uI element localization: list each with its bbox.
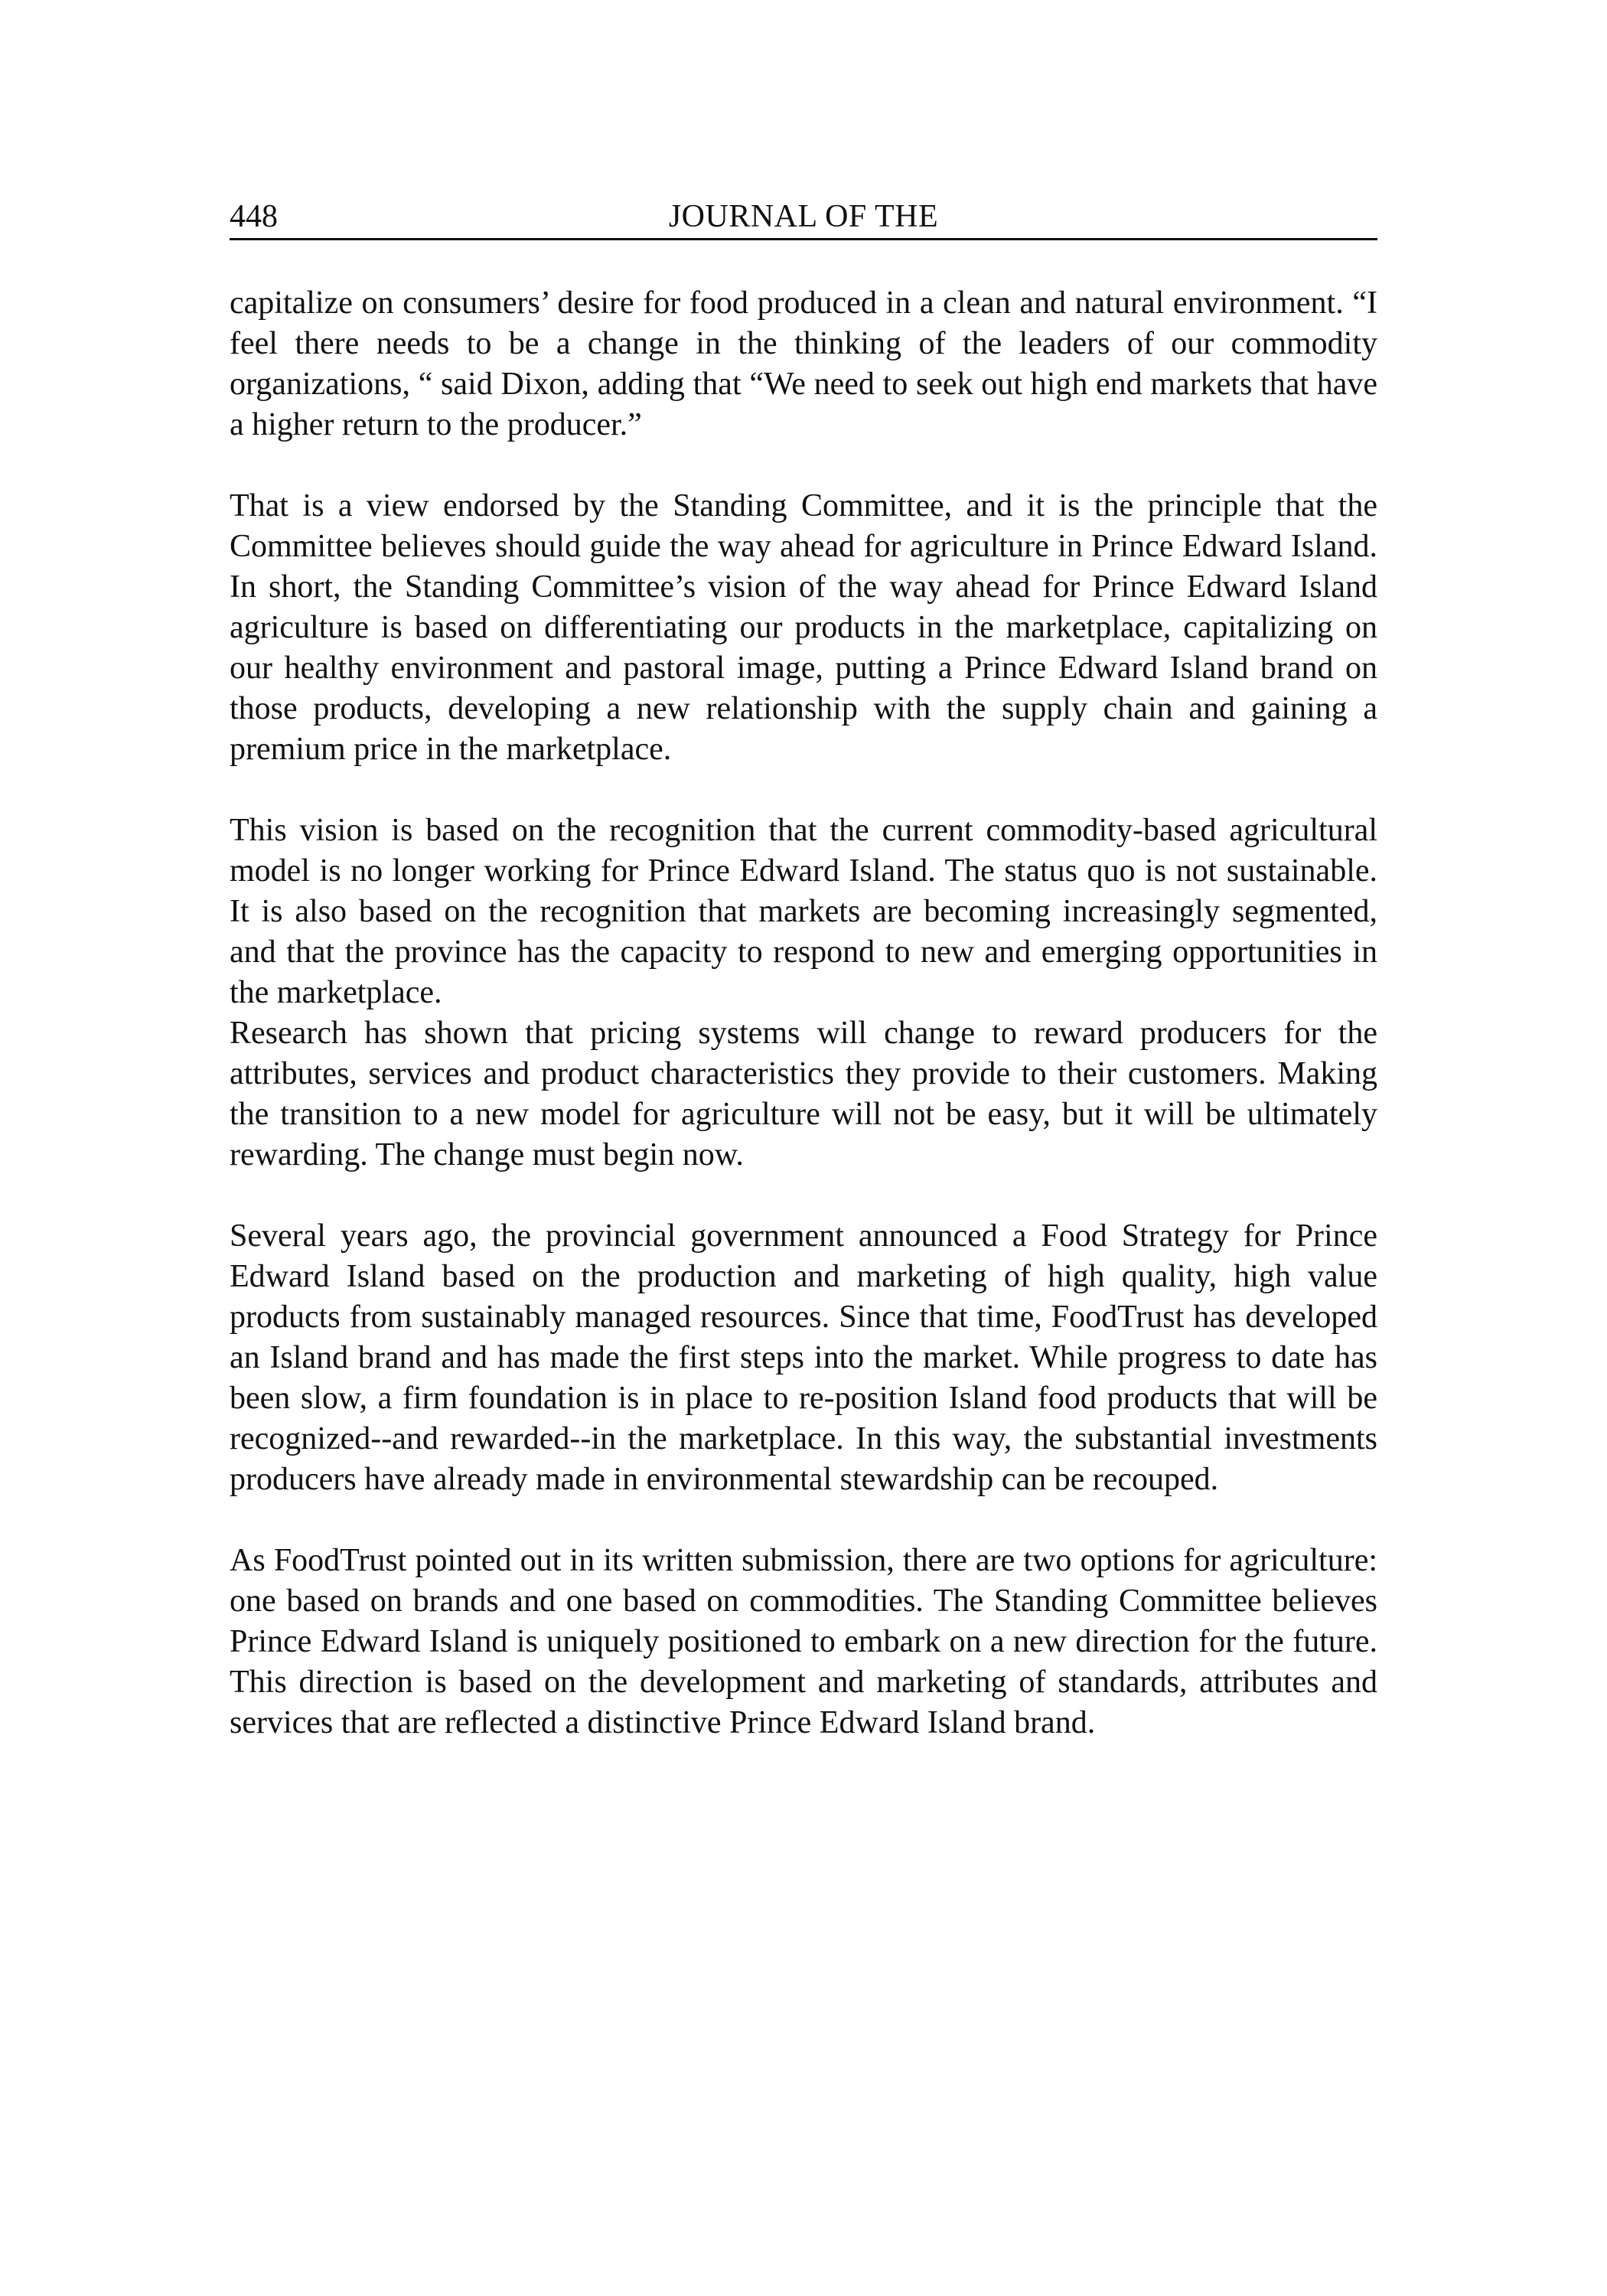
page-header <box>230 195 1377 240</box>
paragraph-5: Several years ago, the provincial government announced a Food Strategy for Prince Edward Island based on the production and marketing of high quality, high value products from sustainably managed resources. Since that time, FoodTrust has developed an Island brand and has made the first steps into the market. While progress to date has been slow, a firm foundation is in place to re-position Island food products that will be recognized--and rewarded--in the marketplace. In this way, the substantial investments producers have already made in environmental stewardship can be recouped. <box>230 1218 1377 1497</box>
paragraph-3: This vision is based on the recognition that the current commodity-based agricultural model is no longer working for Prince Edward Island. The status quo is not sustainable. It is also based on the recognition that markets are becoming increasingly segmented, and that the province has the capacity to respond to new and emerging opportunities in the marketplace. <box>230 813 1377 1010</box>
page-number: 448 <box>230 199 278 234</box>
paragraph-2: That is a view endorsed by the Standing Committee, and it is the principle that the Committee believes should guide the way ahead for agriculture in Prince Edward Island. In short, the Standing Committee’s vision of the way ahead for Prince Edward Island agriculture is based on differentiating our products in the marketplace, capitalizing on our healthy environment and pastoral image, putting a Prince Edward Island brand on those products, developing a new relationship with the supply chain and gaining a premium price in the marketplace. <box>230 488 1377 767</box>
running-title: JOURNAL OF THE <box>668 199 939 234</box>
paragraph-6: As FoodTrust pointed out in its written submission, there are two options for agriculture: one based on brands and one based on commodities. The Standing Committee believes Prince Edward Island is uniquely positioned to embark on a new direction for the future. This direction is based on the development and marketing of standards, attributes and services that are reflected a distinctive Prince Edward Island brand. <box>230 1543 1377 1740</box>
paragraph-1: capitalize on consumers’ desire for food produced in a clean and natural environment. “I feel there needs to be a change in the thinking of the leaders of our commodity organizations, “ said Dixon, adding that “We need to seek out high end markets that have a higher return to the producer.” <box>230 285 1377 442</box>
body-text <box>230 283 1377 1743</box>
paragraph-4: Research has shown that pricing systems will change to reward producers for the attributes, services and product characteristics they provide to their customers. Making the transition to a new model for agriculture will not be easy, but it will be ultimately rewarding. The change must begin now. <box>230 1016 1377 1172</box>
